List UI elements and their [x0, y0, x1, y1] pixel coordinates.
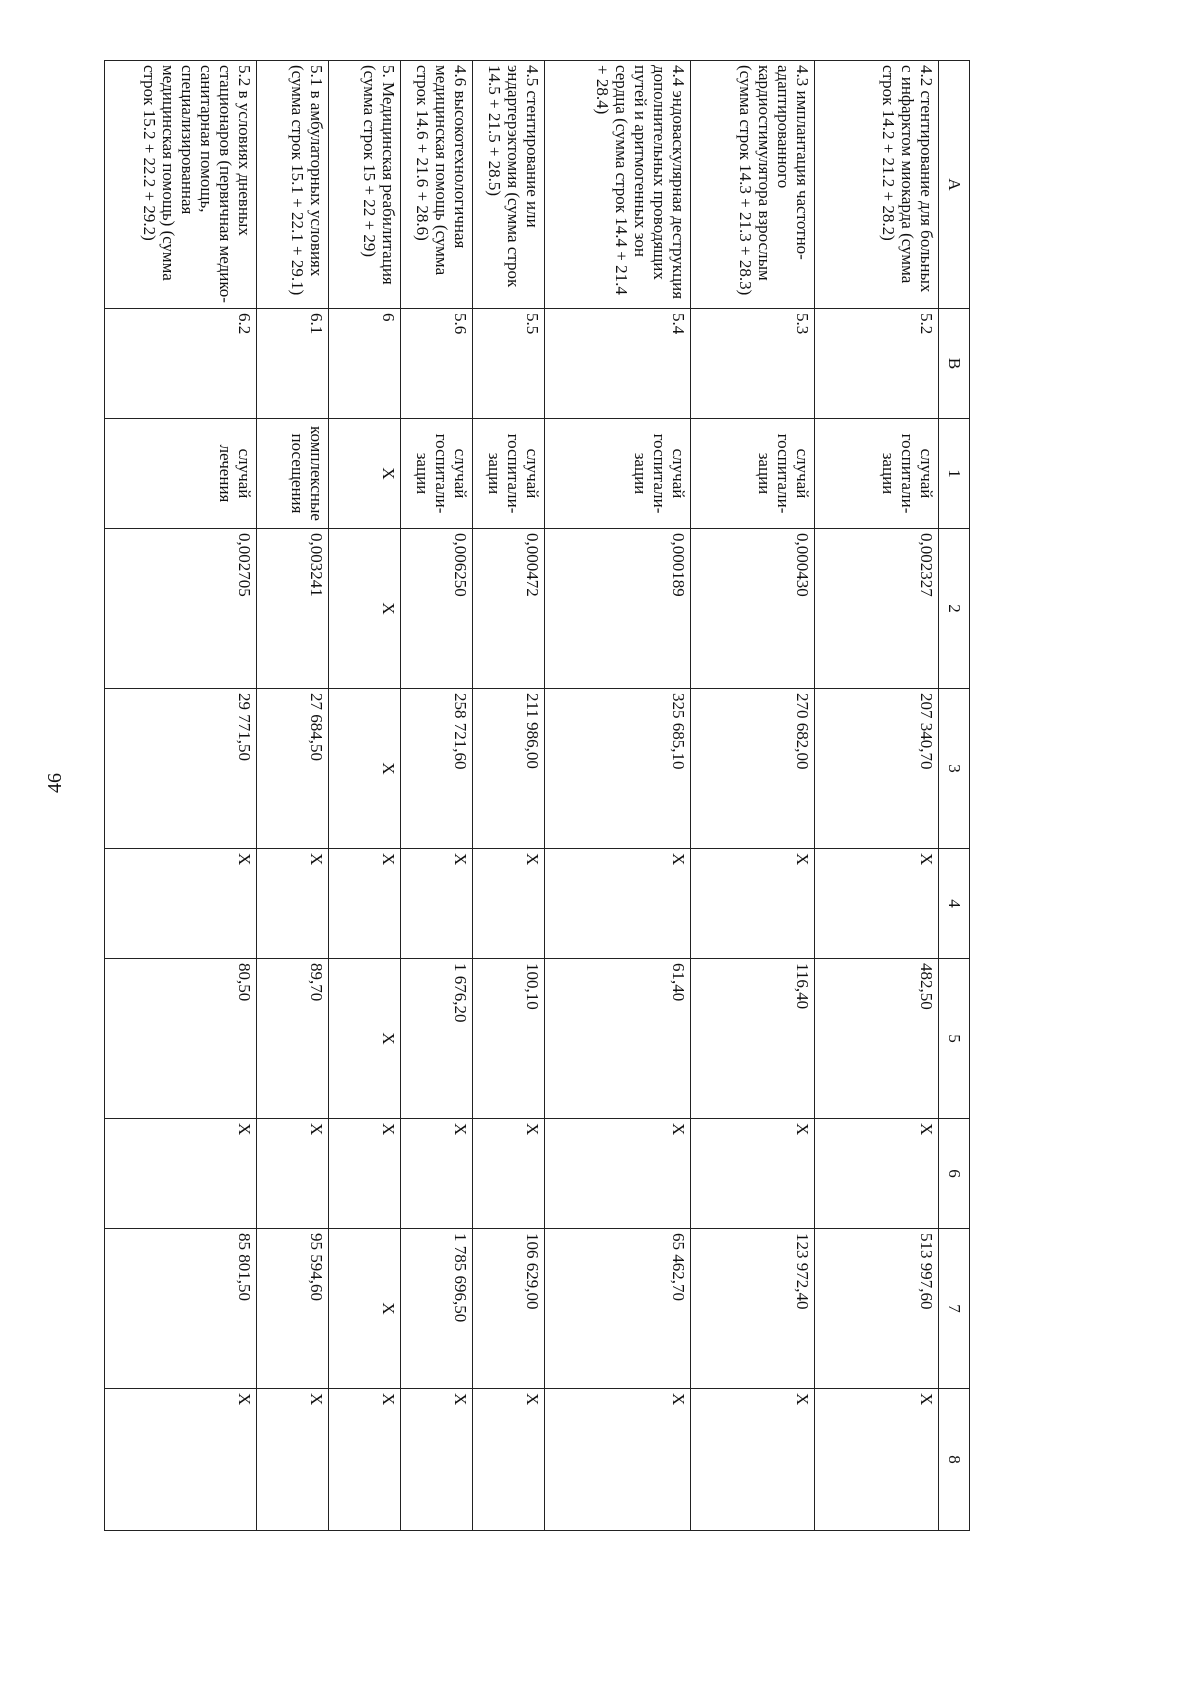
- value-cell: 80,50: [105, 959, 257, 1119]
- value-cell: 89,70: [257, 959, 329, 1119]
- value-cell: 116,40: [691, 959, 815, 1119]
- value-cell: 29 771,50: [105, 689, 257, 849]
- value-cell: X: [105, 849, 257, 959]
- row-name-cell: 4.2 стентирование для больных с инфарктом миокарда (сумма строк 14.2 + 21.2 + 28.2): [815, 61, 939, 309]
- value-cell: 270 682,00: [691, 689, 815, 849]
- value-cell: X: [257, 1119, 329, 1229]
- header-cell: 4: [939, 849, 970, 959]
- header-cell: 7: [939, 1229, 970, 1389]
- value-cell: 211 986,00: [473, 689, 545, 849]
- row-code-cell: 5.4: [545, 309, 691, 419]
- unit-cell: случай госпитали-зации: [473, 419, 545, 529]
- value-cell: 0,003241: [257, 529, 329, 689]
- row-name-cell: 4.3 имплантация частотно-адаптированного кардиостимулятора взрослым (сумма строк 14.3 + 21.3 + 28.3): [691, 61, 815, 309]
- value-cell: X: [691, 1119, 815, 1229]
- rotated-table-container: [104, 60, 970, 1531]
- value-cell: X: [691, 1389, 815, 1531]
- value-cell: 1 676,20: [401, 959, 473, 1119]
- value-cell: X: [815, 849, 939, 959]
- table-row: [691, 61, 815, 1531]
- value-cell: X: [473, 1389, 545, 1531]
- row-name-cell: 4.4 эндоваскулярная деструкция дополнительных проводящих путей и аритмогенных зон сердца (сумма строк 14.4 + 21.4 + 28.4): [545, 61, 691, 309]
- value-cell: 207 340,70: [815, 689, 939, 849]
- value-cell: X: [329, 689, 401, 849]
- header-cell: 5: [939, 959, 970, 1119]
- value-cell: 258 721,60: [401, 689, 473, 849]
- unit-cell: случай госпитали-зации: [815, 419, 939, 529]
- table-row: [257, 61, 329, 1531]
- unit-cell: случай госпитали-зации: [545, 419, 691, 529]
- value-cell: 61,40: [545, 959, 691, 1119]
- value-cell: X: [401, 849, 473, 959]
- header-cell: 2: [939, 529, 970, 689]
- value-cell: X: [329, 1229, 401, 1389]
- value-cell: 106 629,00: [473, 1229, 545, 1389]
- value-cell: 1 785 696,50: [401, 1229, 473, 1389]
- value-cell: 0,000189: [545, 529, 691, 689]
- value-cell: X: [329, 849, 401, 959]
- value-cell: X: [815, 1119, 939, 1229]
- table-row: [329, 61, 401, 1531]
- table-row: [401, 61, 473, 1531]
- value-cell: X: [329, 959, 401, 1119]
- value-cell: 0,000472: [473, 529, 545, 689]
- row-code-cell: 5.5: [473, 309, 545, 419]
- header-cell: 6: [939, 1119, 970, 1229]
- unit-cell: комплексные посещения: [257, 419, 329, 529]
- table-row: [105, 61, 257, 1531]
- value-cell: X: [401, 1389, 473, 1531]
- value-cell: 0,002705: [105, 529, 257, 689]
- value-cell: X: [401, 1119, 473, 1229]
- table-row: [545, 61, 691, 1531]
- unit-cell: случай госпитали-зации: [401, 419, 473, 529]
- value-cell: 95 594,60: [257, 1229, 329, 1389]
- header-cell: 1: [939, 419, 970, 529]
- value-cell: 0,000430: [691, 529, 815, 689]
- value-cell: 0,006250: [401, 529, 473, 689]
- table-row: [815, 61, 939, 1531]
- unit-cell: случай лечения: [105, 419, 257, 529]
- value-cell: X: [329, 1389, 401, 1531]
- value-cell: X: [691, 849, 815, 959]
- value-cell: X: [257, 1389, 329, 1531]
- value-cell: X: [545, 849, 691, 959]
- row-name-cell: 4.6 высокотехнологичная медицинская помощь (сумма строк 14.6 + 21.6 + 28.6): [401, 61, 473, 309]
- row-name-cell: 5.1 в амбулаторных условиях (сумма строк 15.1 + 22.1 + 29.1): [257, 61, 329, 309]
- value-cell: 513 997,60: [815, 1229, 939, 1389]
- header-cell: A: [939, 61, 970, 309]
- unit-cell: X: [329, 419, 401, 529]
- value-cell: X: [329, 529, 401, 689]
- header-cell: 8: [939, 1389, 970, 1531]
- value-cell: 27 684,50: [257, 689, 329, 849]
- table-header-row: [939, 61, 970, 1531]
- row-code-cell: 6.1: [257, 309, 329, 419]
- value-cell: 85 801,50: [105, 1229, 257, 1389]
- value-cell: X: [105, 1389, 257, 1531]
- page-number: 46: [43, 773, 66, 793]
- data-table: [104, 60, 970, 1531]
- row-code-cell: 5.3: [691, 309, 815, 419]
- row-code-cell: 5.2: [815, 309, 939, 419]
- value-cell: X: [473, 849, 545, 959]
- value-cell: X: [257, 849, 329, 959]
- value-cell: X: [329, 1119, 401, 1229]
- value-cell: 100,10: [473, 959, 545, 1119]
- value-cell: X: [105, 1119, 257, 1229]
- unit-cell: случай госпитали-зации: [691, 419, 815, 529]
- value-cell: X: [815, 1389, 939, 1531]
- value-cell: X: [545, 1119, 691, 1229]
- row-code-cell: 5.6: [401, 309, 473, 419]
- value-cell: 123 972,40: [691, 1229, 815, 1389]
- table-row: [473, 61, 545, 1531]
- value-cell: 325 685,10: [545, 689, 691, 849]
- value-cell: 0,002327: [815, 529, 939, 689]
- row-code-cell: 6: [329, 309, 401, 419]
- value-cell: X: [545, 1389, 691, 1531]
- header-cell: 3: [939, 689, 970, 849]
- row-name-cell: 4.5 стентирование или эндартерэктомия (сумма строк 14.5 + 21.5 + 28.5): [473, 61, 545, 309]
- value-cell: 65 462,70: [545, 1229, 691, 1389]
- row-code-cell: 6.2: [105, 309, 257, 419]
- row-name-cell: 5. Медицинская реабилитация (сумма строк 15 + 22 + 29): [329, 61, 401, 309]
- value-cell: X: [473, 1119, 545, 1229]
- header-cell: B: [939, 309, 970, 419]
- row-name-cell: 5.2 в условиях дневных стационаров (первичная медико-санитарная помощь, специализированная медицинская помощь) (сумма строк 15.2 + 22.2 + 29.2): [105, 61, 257, 309]
- value-cell: 482,50: [815, 959, 939, 1119]
